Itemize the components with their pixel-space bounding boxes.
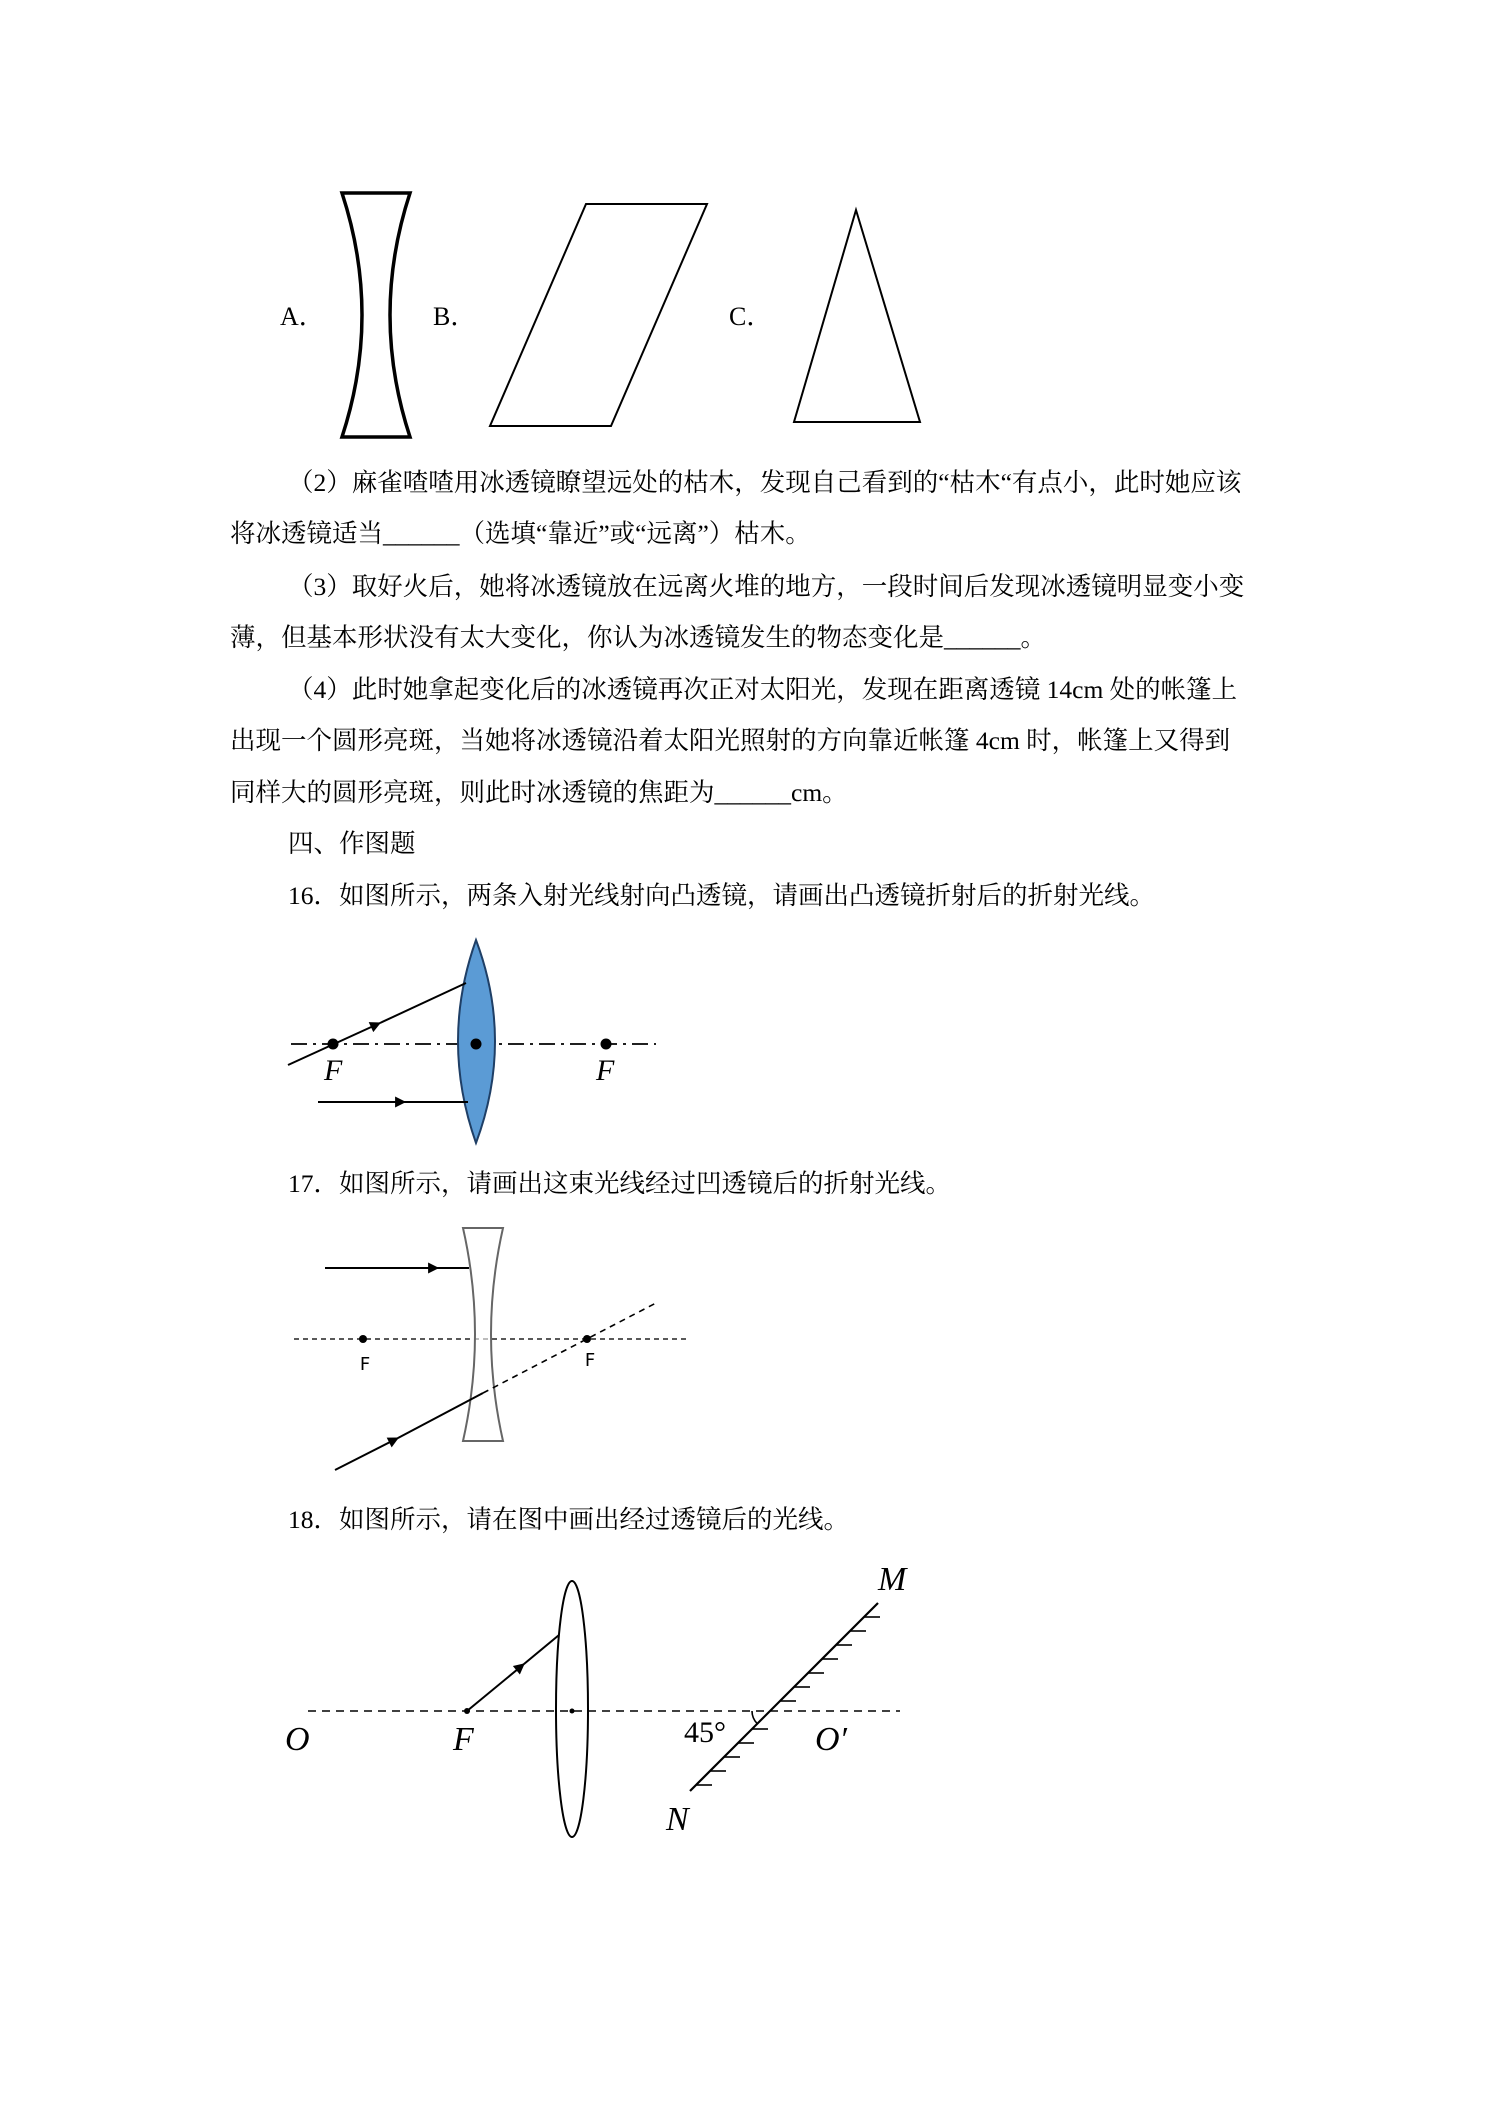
option-c-triangle [794, 210, 920, 422]
focal-point-left [359, 1335, 367, 1343]
focal-point-right [583, 1335, 591, 1343]
focal-point-right [601, 1039, 612, 1050]
figure-17 [294, 1228, 686, 1470]
concave-lens [463, 1228, 503, 1441]
option-b-label: B． [433, 302, 477, 331]
q15-part4-line3: 同样大的圆形亮斑，则此时冰透镜的焦距为______cm。 [230, 778, 848, 807]
angle-label: 45° [684, 1716, 726, 1749]
option-b-parallelogram [490, 204, 707, 426]
mirror-end-m-label: M [878, 1561, 907, 1598]
optical-center [570, 1709, 575, 1714]
point-o-label: O [285, 1721, 310, 1758]
focal-label-right: F [596, 1054, 615, 1087]
q15-part4-line2: 出现一个圆形亮斑，当她将冰透镜沿着太阳光照射的方向靠近帐篷 4cm 时，帐篷上又得到 [230, 726, 1231, 755]
incident-ray-through-focus-tail [380, 983, 466, 1023]
q15-part4-line1: （4）此时她拿起变化后的冰透镜再次正对太阳光，发现在距离透镜 14cm 处的帐篷上 [288, 675, 1238, 704]
focal-label-right: F [584, 1350, 596, 1371]
figure-16 [288, 940, 656, 1143]
incident-ray-from-focus [467, 1664, 524, 1711]
point-o-prime-label: O′ [815, 1721, 847, 1758]
q15-part3-line2: 薄，但基本形状没有太大变化，你认为冰透镜发生的物态变化是______。 [230, 623, 1047, 652]
ray-extension-dashed [483, 1303, 656, 1393]
option-c-label: C． [729, 302, 773, 331]
q18-text: 18．如图所示，请在图中画出经过透镜后的光线。 [288, 1505, 850, 1534]
mirror-hatching [696, 1617, 880, 1785]
point-f-label: F [453, 1721, 474, 1758]
focal-label-left: F [359, 1354, 371, 1375]
q17-text: 17．如图所示，请画出这束光线经过凹透镜后的折射光线。 [288, 1169, 952, 1198]
concave-lens-shape [342, 193, 410, 437]
mirror-end-n-label: N [666, 1801, 689, 1838]
q15-part3-line1: （3）取好火后，她将冰透镜放在远离火堆的地方，一段时间后发现冰透镜明显变小变 [288, 572, 1245, 601]
figure-18 [285, 1561, 908, 1838]
angle-arc [752, 1711, 757, 1724]
section-heading: 四、作图题 [288, 829, 416, 858]
incident-ray-from-focus-tail [524, 1635, 559, 1664]
triangle-shape [794, 210, 920, 422]
q16-text: 16．如图所示，两条入射光线射向凸透镜，请画出凸透镜折射后的折射光线。 [288, 881, 1156, 910]
incident-ray-oblique [335, 1438, 398, 1470]
q15-part2-line1: （2）麻雀喳喳用冰透镜瞭望远处的枯木，发现自己看到的“枯木“有点小，此时她应该 [288, 468, 1242, 497]
parallelogram-shape [490, 204, 707, 426]
plane-mirror [690, 1603, 878, 1791]
optical-center [471, 1039, 482, 1050]
q15-part2-line2: 将冰透镜适当______（选填“靠近”或“远离”）枯木。 [230, 519, 811, 548]
focal-label-left: F [324, 1054, 343, 1087]
option-a-label: A． [280, 302, 325, 331]
option-a-concave-lens [342, 193, 410, 437]
